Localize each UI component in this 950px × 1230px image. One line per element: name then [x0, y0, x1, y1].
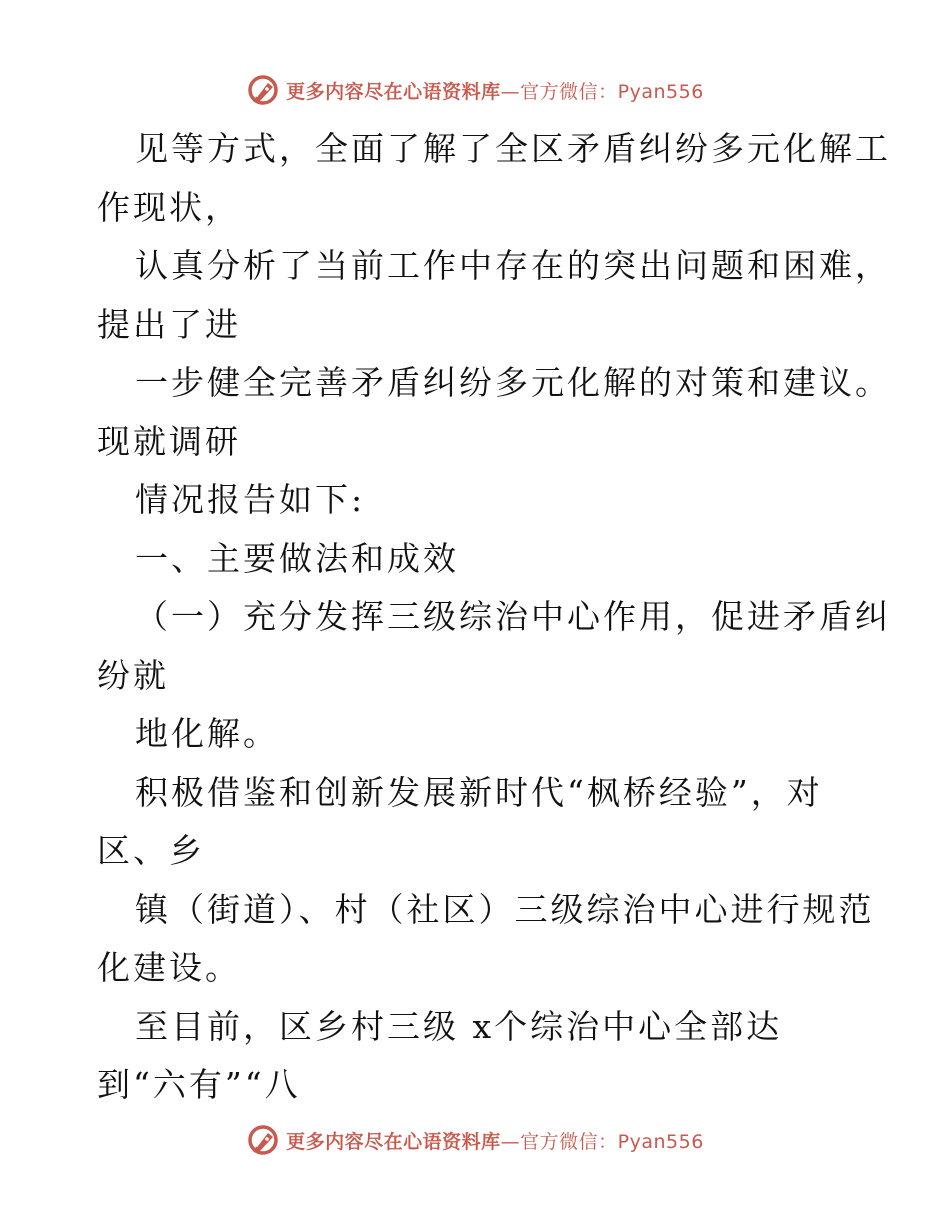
banner-sub-text: —官方微信：Pyan556 [500, 80, 704, 103]
text-line: 到“六有”“八 [97, 1065, 301, 1104]
text-line: 区、乡 [97, 831, 205, 870]
text-line: 作现状， [97, 187, 241, 227]
footer-banner [0, 1120, 950, 1160]
header-banner [0, 70, 950, 110]
text-line: 提出了进 [97, 304, 241, 344]
pen-logo-icon [246, 1123, 280, 1157]
text-line: 化建设。 [97, 948, 241, 987]
text-line: 镇（街道）、村（社区）三级综治中心进行规范 [135, 889, 875, 929]
document-body [97, 120, 891, 1115]
text-line: 一、主要做法和成效 [135, 538, 459, 578]
text-line: （一）充分发挥三级综治中心作用，促进矛盾纠 [135, 597, 891, 636]
banner-text [286, 77, 704, 104]
text-line: 纷就 [97, 655, 169, 695]
text-line: 情况报告如下: [135, 480, 366, 519]
pen-logo-icon [246, 73, 280, 107]
text-line: 积极借鉴和创新发展新时代“枫桥经验”，对 [135, 772, 823, 812]
text-line: 至目前，区乡村三级 x个综治中心全部达 [135, 1006, 783, 1046]
text-line: 见等方式，全面了解了全区矛盾纠纷多元化解工 [135, 129, 891, 168]
text-line: 一步健全完善矛盾纠纷多元化解的对策和建议。 [135, 363, 891, 402]
text-line: 地化解。 [135, 714, 279, 753]
banner-sub-text: —官方微信：Pyan556 [500, 1130, 704, 1153]
banner-text [286, 1127, 704, 1154]
text-line: 认真分析了当前工作中存在的突出问题和困难， [135, 246, 891, 285]
banner-main-text: 更多内容尽在心语资料库 [286, 80, 501, 103]
text-line: 现就调研 [97, 421, 241, 461]
banner-main-text: 更多内容尽在心语资料库 [286, 1130, 501, 1153]
